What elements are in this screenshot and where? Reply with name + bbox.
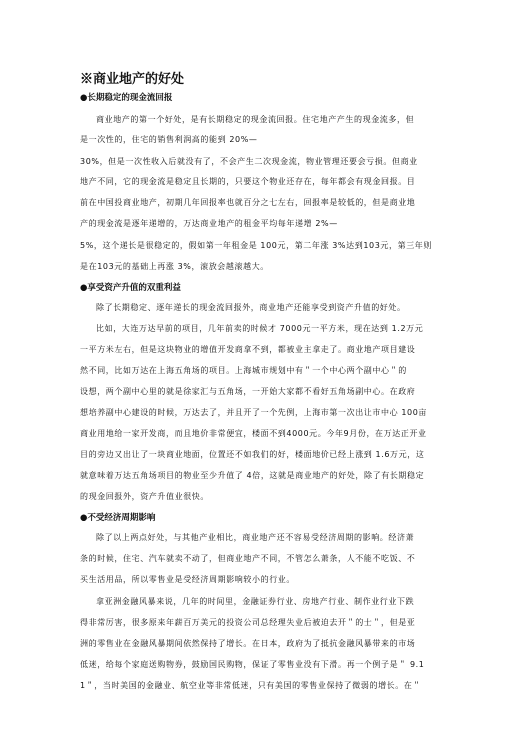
paragraph-line: 5%，这个递长是很稳定的，假如第一年租金是 100元，第二年涨 3%达到103元，第三年则 [80, 241, 433, 250]
paragraph-line: 条的时候，住宅、汽车就卖不动了，但商业地产不同，不管怎么萧条，人不能不吃饭、不 [80, 554, 416, 563]
section-heading: ●不受经济周期影响 [80, 513, 156, 523]
paragraph-line: 30%，但是一次性收入后就没有了，不会产生二次现金流，物业管理还要会亏损。但商业 [80, 157, 418, 166]
paragraph-line: 的现金回报外，资产升值业很快。 [80, 492, 209, 501]
paragraph-line: 洲的零售业在金融风暴期间依然保持了增长。在日本，政府为了抵抗金融风暴带来的市场 [80, 639, 416, 648]
paragraph-line: 比如，大连万达早前的项目，几年前卖的时候才 7000元一平方米，现在达到 1.2万元 [96, 324, 424, 333]
paragraph-line: 然不同，比如万达在上海五角场的项目。上海城市规划中有＂一个中心两个副中心＂的 [80, 366, 407, 375]
page-title: ※商业地产的好处 [80, 72, 185, 87]
paragraph-line: 买生活用品，所以零售业是受经济周期影响较小的行业。 [80, 575, 295, 584]
paragraph-line: 是一次性的，住宅的销售利润高的能到 20%— [80, 135, 258, 144]
paragraph-line: 是在103元的基础上再涨 3%，滚放会越滚越大。 [80, 262, 269, 271]
section-heading: ●享受资产升值的双重利益 [80, 283, 181, 293]
paragraph-line: 1＂，当时美国的金融业、航空业等非常低迷，只有美国的零售业保持了微弱的增长。在＂ [80, 681, 422, 690]
paragraph-line: 商业用地给一家开发商，而且地价非常便宜，楼面不到4000元。今年9月份，在万达正开业 [80, 429, 427, 438]
paragraph-line: 拿亚洲金融风暴来说，几年的时间里，金融证券行业、房地产行业、制作业行业下跌 [96, 597, 415, 606]
paragraph-line: 商业地产的第一个好处，是有长期稳定的现金流回报。住宅地产产生的现金流多，但 [96, 115, 415, 124]
section-heading: ●长期稳定的现金流回报 [80, 93, 173, 103]
paragraph-line: 得非常厉害，很多原来年薪百万美元的投资公司总经理失业后被迫去开＂的士＂，但是亚 [80, 618, 416, 627]
paragraph-line: 前在中国投商业地产，初期几年回报率也就百分之七左右，回报率是较低的，但是商业地 [80, 198, 416, 207]
paragraph-line: 产的现金流是逐年递增的，万达商业地产的租金平均每年递增 2%— [80, 219, 338, 228]
paragraph-line: 除了长期稳定、逐年递长的现金流回报外，商业地产还能享受到资产升值的好处。 [96, 303, 406, 312]
paragraph-line: 设想，两个副中心里的就是徐家汇与五角场，一开始大家都不看好五角场副中心。在政府 [80, 387, 416, 396]
paragraph-line: 目的旁边又出让了一块商业地面，位置还不如我们的好，楼面地价已经上涨到 1.6万元，这 [80, 450, 425, 459]
paragraph-line: 除了以上两点好处，与其他产业相比，商业地产还不容易受经济周期的影响。经济萧 [96, 533, 415, 542]
paragraph-line: 低迷，给每个家庭送购物券，鼓励国民购物，保证了零售业没有下滑。再一个例子是＂ 9.1 [80, 660, 425, 669]
paragraph-line: 地产不同，它的现金流是稳定且长期的，只要这个物业还存在，每年都会有现金回报。目 [80, 177, 416, 186]
paragraph-line: 想培养副中心建设的时候，万达去了，并且开了一个先例，上海市第一次出让市中心 100亩 [80, 408, 428, 417]
paragraph-line: 一平方米左右，但是这块物业的增值开发商拿不到，都被业主拿走了。商业地产项目建设 [80, 345, 416, 354]
paragraph-line: 就意味着万达五角场项目的物业至少升值了 4倍，这就是商业地产的好处，除了有长期稳定 [80, 471, 425, 480]
